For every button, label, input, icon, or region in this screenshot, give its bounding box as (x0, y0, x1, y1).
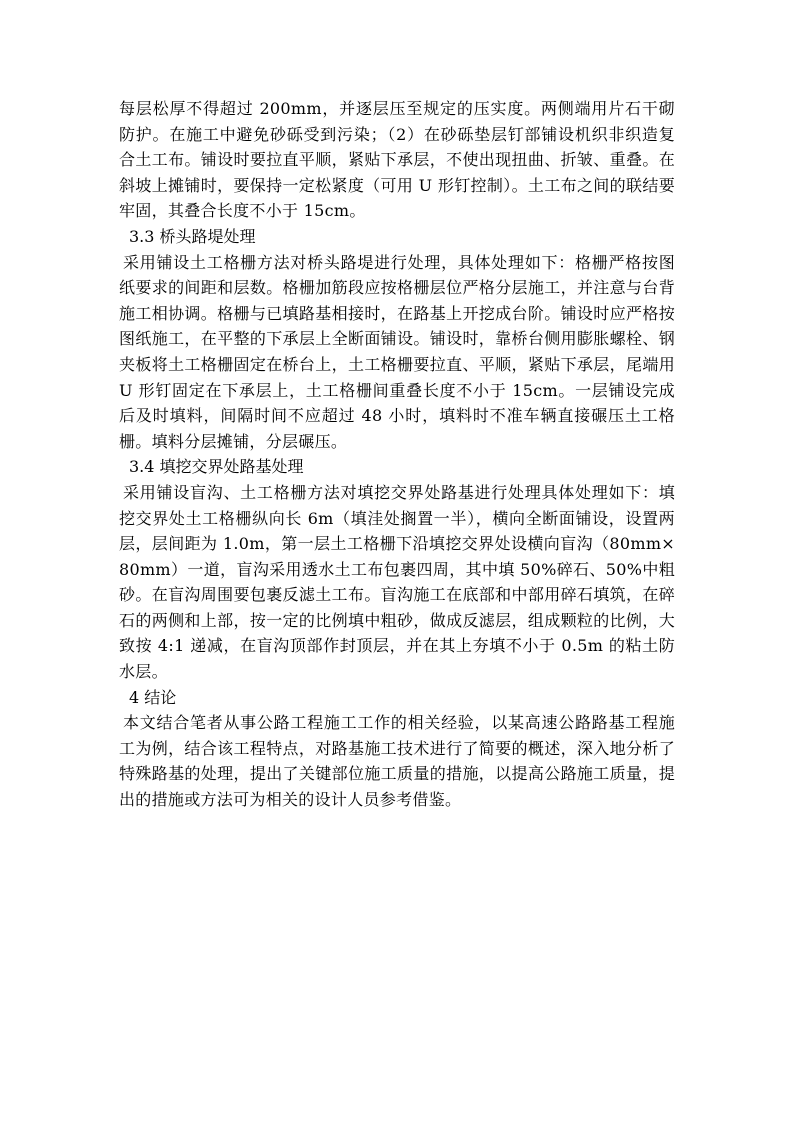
paragraph-bridge-embankment: 采用铺设土工格栅方法对桥头路堤进行处理，具体处理如下：格栅严格按图纸要求的间距和层数。格栅加筋段应按格栅层位严格分层施工，并注意与台背施工相协调。格栅与已填路基相接时，在路基上开挖成台阶。铺设时应严格按图纸施工，在平整的下承层上全断面铺设。铺设时，靠桥台侧用膨胀螺栓、钢夹板将土工格栅固定在桥台上，土工格栅要拉直、平顺，紧贴下承层，尾端用 U 形钉固定在下承层上，土工格栅间重叠长度不小于 15cm。一层铺设完成后及时填料，间隔时间不应超过 48 小时，填料时不准车辆直接碾压土工格栅。填料分层摊铺，分层碾压。 (119, 252, 675, 451)
paragraph-fill-cut-junction: 采用铺设盲沟、土工格栅方法对填挖交界处路基进行处理具体处理如下：填挖交界处土工格栅纵向长 6m（填洼处搁置一半），横向全断面铺设，设置两层，层间距为 1.0m，第一层土工格栅下沿填挖交界处设横向盲沟（80mm×80mm）一道，盲沟采用透水土工布包裹四周，其中填 50%碎石、50%中粗砂。在盲沟周围要包裹反滤土工布。盲沟施工在底部和中部用碎石填筑，在碎石的两侧和上部，按一定的比例填中粗砂，做成反滤层，组成颗粒的比例，大致按 4:1 递减，在盲沟顶部作封顶层，并在其上夯填不小于 0.5m 的粘土防水层。 (119, 482, 675, 682)
document-body (119, 96, 675, 813)
section-heading-3-3: 3.3 桥头路堤处理 (129, 226, 256, 246)
section-heading-4: 4 结论 (129, 687, 177, 707)
section-heading-3-4: 3.4 填挖交界处路基处理 (129, 457, 304, 477)
paragraph-geotextile: 每层松厚不得超过 200mm，并逐层压至规定的压实度。两侧端用片石干砌防护。在施工中避免砂砾受到污染；（2）在砂砾垫层钉部铺设机织非织造复合土工布。铺设时要拉直平顺，紧贴下承层，不使出现扭曲、折皱、重叠。在斜坡上摊铺时，要保持一定松紧度（可用 U 形钉控制）。土工布之间的联结要牢固，其叠合长度不小于 15cm。 (119, 99, 675, 221)
paragraph-conclusion: 本文结合笔者从事公路工程施工工作的相关经验，以某高速公路路基工程施工为例，结合该工程特点，对路基施工技术进行了简要的概述，深入地分析了特殊路基的处理，提出了关键部位施工质量的措施，以提高公路施工质量，提出的措施或方法可为相关的设计人员参考借鉴。 (119, 713, 675, 810)
